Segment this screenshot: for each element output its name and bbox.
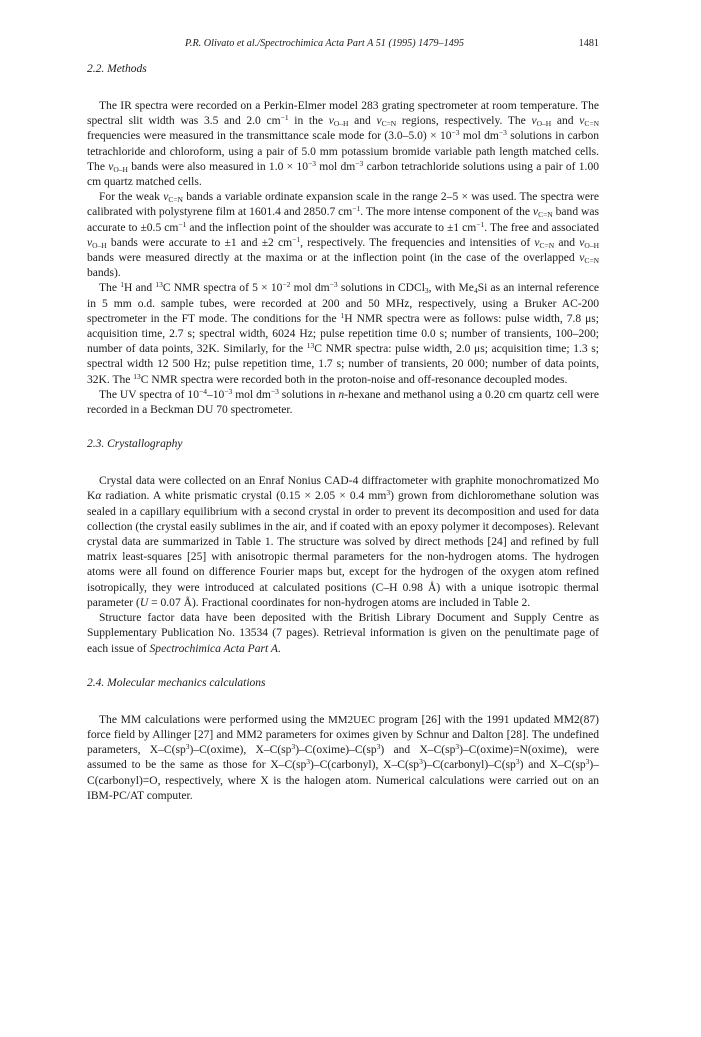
page (87, 38, 599, 804)
methods-paragraph-ir: The IR spectra were recorded on a Perkin-Elmer model 283 grating spectrometer at room temperature. The spectral slit width was 3.5 and 2.0 $cm^{-1}$ in the $\nu_{O-H}$ and $\nu_{C=N}$ regions, respectively. The $\nu_{O-H}$ and $\nu_{C=N}$ frequencies were measured in the transmittance scale mode for $(3.0-5.0) \times 10^{-3}$ mol $dm^{-3}$ solutions in carbon tetrachloride and chloroform, using a pair of 5.0 mm potassium bromide variable path length matched cells. The $\nu_{O-H}$ bands were also measured in $1.0 \times 10^{-3}$ mol $dm^{-3}$ carbon tetrachloride solutions using a pair of 1.00 cm quartz matched cells. (87, 100, 599, 189)
running-head (87, 38, 599, 54)
methods-paragraph-uv: The UV spectra of $10^{-4}-10^{-3}$ mol $dm^{-3}$ solutions in n-hexane and methanol using a 0.20 cm quartz cell were recorded in a Beckman DU 70 spectrometer. (87, 386, 599, 417)
running-head-citation: P.R. Olivato et al./Spectrochimica Acta Part A 51 (1995) 1479–1495 (185, 38, 464, 49)
crystallography-paragraph-deposit: Structure factor data have been deposited with the British Library Document and Supply Centre as Supplementary Publication No. 13534 (7 pages). Retrieval information is given on the penultimate page of each issue of Spectrochimica Acta Part A. (87, 612, 599, 655)
section-heading-methods: 2.2. Methods (87, 63, 147, 75)
crystallography-paragraph-data: Crystal data were collected on an Enraf Nonius CAD-4 diffractometer with graphite monochromatized Mo Kα radiation. A white prismatic crystal (0.15 × 2.05 × 0.4 $mm^3$) grown from dichloromethane solution was sealed in a capillary equilibrium with a second crystal in order to prevent its decomposition and used for data collection (the crystal easily sublimes in the air, and if coated with an epoxy polymer it decomposes). Relevant crystal data are summarized in Table 1. The structure was solved by direct methods [24] and refined by full matrix least-squares [25] with anisotropic thermal parameters for the non-hydrogen atoms. The hydrogen atoms were all found on difference Fourier maps but, except for the hydrogen of the oxygen atom refined isotropically, they were introduced at calculated positions (C–H 0.98 Å) with a unique isotropic thermal parameter (U = 0.07 Å). Fractional coordinates for non-hydrogen atoms are included in Table 2. (87, 475, 599, 609)
section-heading-crystallography: 2.3. Crystallography (87, 438, 183, 451)
methods-paragraph-nmr: The $^1$H and $^{13}$C NMR spectra of $5 \times 10^{-2}$ mol $dm^{-3}$ solutions in CDCl$_3$, with $Me_4Si$ as an internal reference in 5 mm o.d. sample tubes, were recorded at 200 and 50 MHz, respectively, using a Bruker AC-200 spectrometer in the FT mode. The conditions for the $^1$H NMR spectra were as follows: pulse width, 7.8 μs; acquisition time, 2.7 s; spectral width, 6024 Hz; pulse repetition time 0.0 s; number of transients, 100–200; number of data points, 32K. Similarly, for the $^{13}$C NMR spectra: pulse width, 2.0 μs; acquisition time; 1.3 s; spectral width 12 500 Hz; pulse repetition time, 1.7 s; number of transients, 20 000; number of data points, 32K. The $^{13}$C NMR spectra were recorded both in the proton-noise and off-resonance decoupled modes. (87, 280, 599, 386)
section-heading-mm: 2.4. Molecular mechanics calculations (87, 676, 266, 689)
methods-paragraph-calibration: For the weak $\nu_{C=N}$ bands a variable ordinate expansion scale in the range 2–5 × was used. The spectra were calibrated with polystyrene film at 1601.4 and 2850.7 $cm^{-1}$. The more intense component of the $\nu_{C=N}$ band was accurate to ±0.5 $cm^{-1}$ and the inflection point of the shoulder was accurate to ±1 $cm^{-1}$. The free and associated $\nu_{O-H}$ bands were accurate to ±1 and ±2 $cm^{-1}$, respectively. The frequencies and intensities of $\nu_{C=N}$ and $\nu_{O-H}$ bands were measured directly at the maxima or at the inflection point (in the case of the overlapped $\nu_{C=N}$ bands). (87, 191, 600, 280)
mm-paragraph: The MM calculations were performed using the MM2UEC program [26] with the 1991 updated MM2(87) force field by Allinger [27] and MM2 parameters for oximes given by Schnur and Dalton [28]. The undefined parameters, $X-C(sp^3)-C(oxime)$, $X-C(sp^3)-C(oxime)-C(sp^3)$ and $X-C(sp^3)-C(oxime)=N(oxime)$, were assumed to be the same as those for $X-C(sp^3)-C(carbonyl)$, $X-C(sp^3)-C(carbonyl)-C(sp^3)$ and $X-C(sp^3)-C(carbonyl)=O$, respectively, where X is the halogen atom. Numerical calculations were carried out on an IBM-PC/AT computer. (87, 713, 600, 802)
page-number: 1481 (578, 38, 599, 49)
